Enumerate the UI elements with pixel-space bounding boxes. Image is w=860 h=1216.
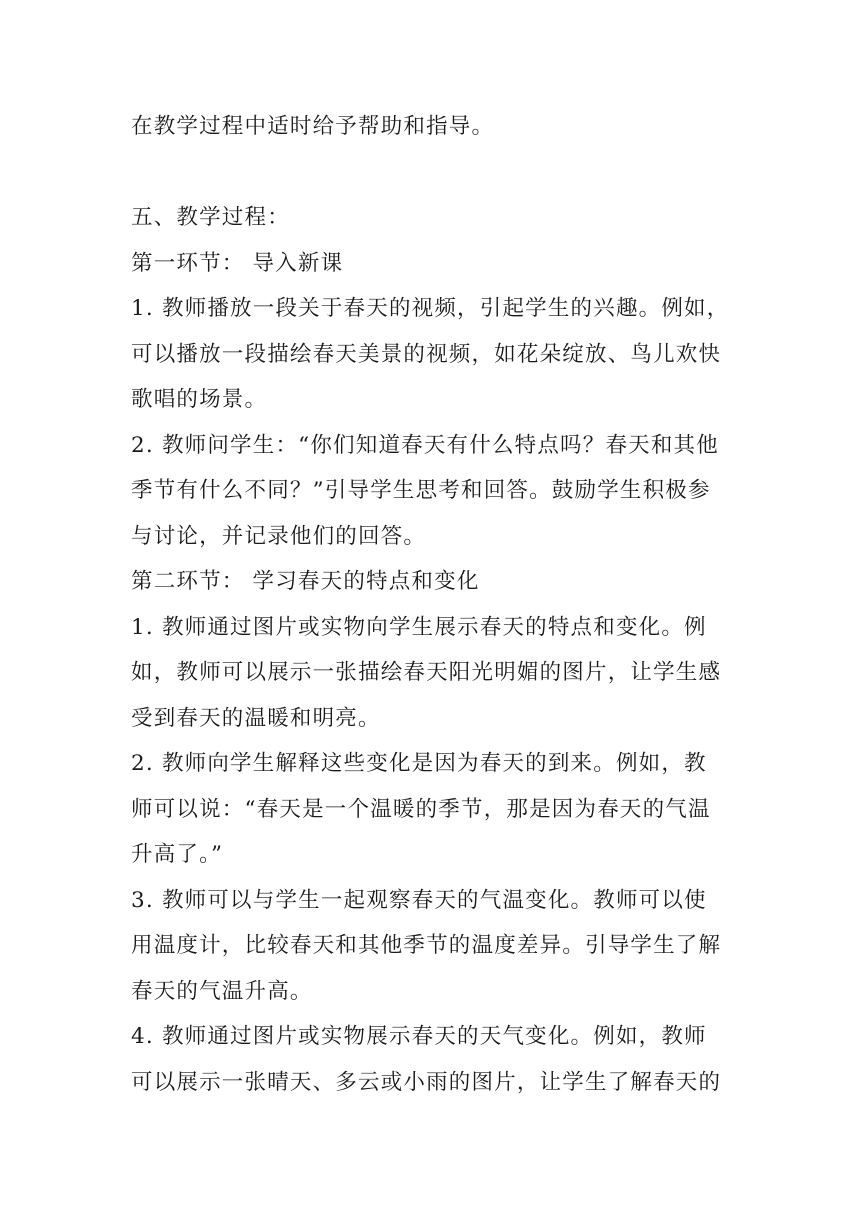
text-line: 在教学过程中适时给予帮助和指导。 xyxy=(131,114,495,139)
text-line: 歌唱的场景。 xyxy=(131,387,268,412)
text-line: 师可以说：“春天是一个温暖的季节，那是因为春天的气温 xyxy=(131,796,711,822)
text-line: 季节有什么不同？”引导学生思考和回答。鼓励学生积极参 xyxy=(131,478,711,503)
text-line: 4. 教师通过图片或实物展示春天的天气变化。例如，教师 xyxy=(131,1024,707,1049)
text-line: 3. 教师可以与学生一起观察春天的气温变化。教师可以使 xyxy=(131,887,707,913)
text-line: 春天的气温升高。 xyxy=(131,978,313,1004)
text-line: 升高了。” xyxy=(131,842,224,867)
text-line: 1. 教师播放一段关于春天的视频，引起学生的兴趣。例如， xyxy=(131,296,730,321)
subsection-heading: 第一环节： 导入新课 xyxy=(131,250,344,276)
text-line: 如，教师可以展示一张描绘春天阳光明媚的图片，让学生感 xyxy=(131,660,722,685)
text-line: 1. 教师通过图片或实物向学生展示春天的特点和变化。例 xyxy=(131,614,707,640)
blank-line xyxy=(131,150,741,196)
section-heading: 五、教学过程： xyxy=(131,205,290,230)
text-line: 2. 教师问学生：“你们知道春天有什么特点吗？春天和其他 xyxy=(131,432,719,458)
document-body xyxy=(131,104,741,1105)
subsection-heading: 第二环节： 学习春天的特点和变化 xyxy=(131,569,480,594)
text-line: 2. 教师向学生解释这些变化是因为春天的到来。例如，教 xyxy=(131,751,707,776)
text-line: 用温度计，比较春天和其他季节的温度差异。引导学生了解 xyxy=(131,933,722,958)
text-line: 受到春天的温暖和明亮。 xyxy=(131,705,381,731)
text-line: 可以播放一段描绘春天美景的视频，如花朵绽放、鸟儿欢快 xyxy=(131,341,722,367)
text-line: 与讨论，并记录他们的回答。 xyxy=(131,523,427,549)
text-line: 可以展示一张晴天、多云或小雨的图片，让学生了解春天的 xyxy=(131,1069,722,1095)
